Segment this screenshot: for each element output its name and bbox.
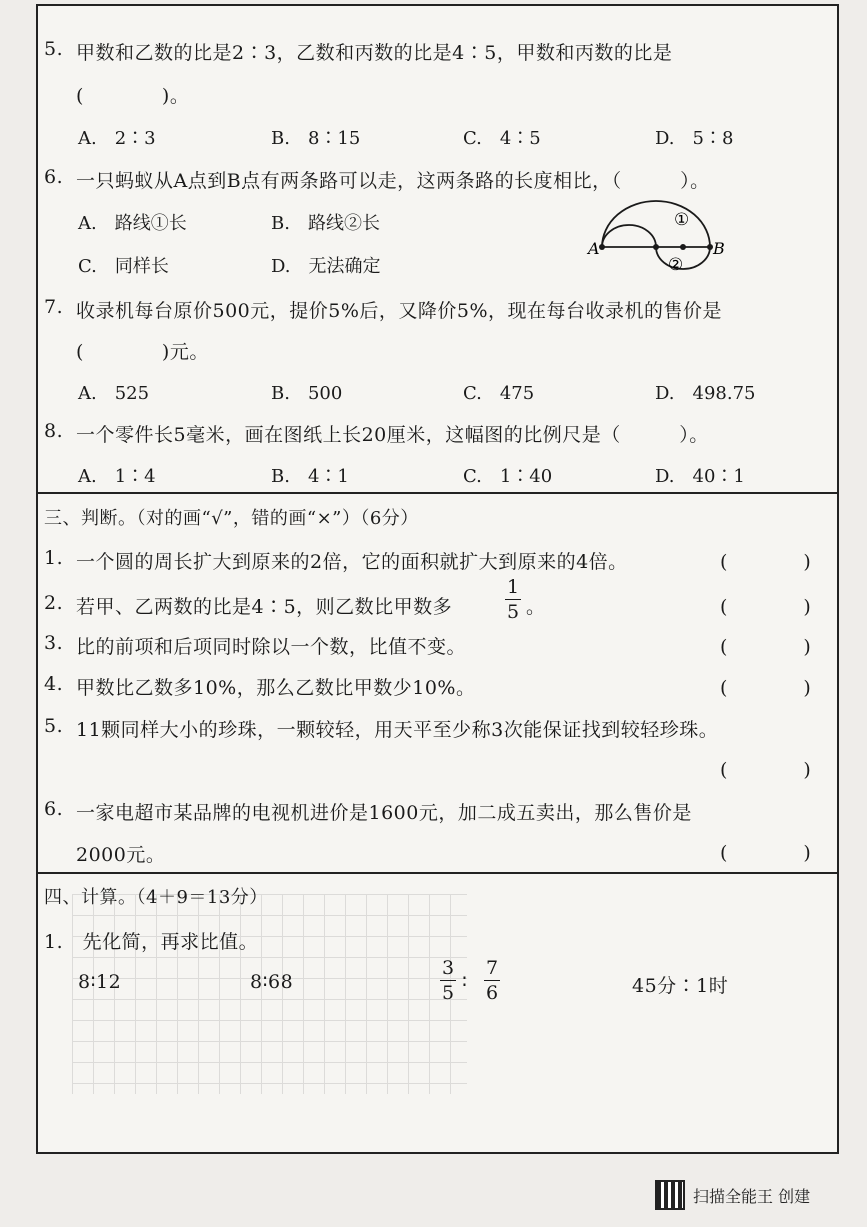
q7-option-d: D. 498.75: [655, 383, 756, 404]
q8-text: 一个零件长5毫米，画在图纸上长20厘米，这幅图的比例尺是（ ）。: [76, 424, 709, 446]
s3-item3-num: 3.: [44, 632, 64, 654]
s3-item6-answer[interactable]: ( ): [720, 842, 811, 864]
q8-option-b: B. 4∶1: [271, 466, 349, 487]
watermark-text: 扫描全能王 创建: [693, 1186, 811, 1206]
q7-blank: ( )元。: [76, 341, 209, 363]
expr-3-fraction-b: [484, 957, 500, 1004]
s3-item6-num: 6.: [44, 798, 64, 820]
q6-option-d: D. 无法确定: [271, 256, 381, 277]
section3-title: 三、判断。（对的画“√”，错的画“×”）（6分）: [44, 508, 419, 529]
point-a-dot: [599, 244, 605, 250]
q6-text: 一只蚂蚁从A点到B点有两条路可以走，这两条路的长度相比，（ ）。: [76, 170, 710, 192]
q6-option-a: A. 路线①长: [78, 213, 187, 234]
fraction-numerator: 3: [441, 957, 455, 979]
q8-option-d: D. 40∶1: [655, 466, 745, 487]
expr-4: 45分∶1时: [632, 975, 729, 997]
section4-title: 四、计算。（4＋9＝13分）: [44, 887, 268, 908]
ant-route-figure: [586, 192, 736, 272]
q8-option-a: A. 1∶4: [78, 466, 156, 487]
q7-option-a: A. 525: [78, 383, 150, 404]
s4-sub1: 1. 先化简，再求比值。: [44, 931, 259, 953]
s3-item2-tail: 。: [526, 596, 546, 618]
s3-item5-answer[interactable]: ( ): [720, 759, 811, 781]
fraction-bar: [440, 980, 456, 981]
route-1-label: ①: [674, 210, 690, 230]
q5-option-c: C. 4∶5: [463, 128, 541, 149]
qr-code-icon: [655, 1180, 685, 1210]
expr-3-colon: ∶: [462, 971, 468, 993]
q6-number: 6.: [44, 166, 64, 188]
s3-item2-num: 2.: [44, 592, 64, 614]
s3-item4-text: 甲数比乙数多10%，那么乙数比甲数少10%。: [76, 677, 476, 699]
fraction-denominator: 5: [506, 601, 520, 623]
scanner-watermark: [655, 1180, 810, 1210]
q8-option-c: C. 1∶40: [463, 466, 553, 487]
label-a: A: [588, 239, 600, 258]
route-2-label: ②: [668, 255, 684, 272]
section-divider: [38, 492, 837, 494]
q7-option-b: B. 500: [271, 383, 343, 404]
fraction-bar: [484, 980, 500, 981]
fraction-denominator: 6: [485, 982, 499, 1004]
s3-item5-num: 5.: [44, 715, 64, 737]
q8-number: 8.: [44, 420, 64, 442]
expr-1: 8∶12: [78, 971, 122, 993]
q6-option-b: B. 路线②长: [271, 213, 380, 234]
s3-item3-text: 比的前项和后项同时除以一个数，比值不变。: [76, 636, 467, 658]
quarter-point-dot: [680, 244, 686, 250]
faint-grid-background: [72, 894, 467, 1094]
s3-item6-text: 一家电超市某品牌的电视机进价是1600元，加二成五卖出，那么售价是: [76, 802, 692, 824]
q7-option-c: C. 475: [463, 383, 535, 404]
route-2-arc-1: [602, 225, 656, 247]
q6-option-c: C. 同样长: [78, 256, 169, 277]
section-divider: [38, 872, 837, 874]
s3-item1-text: 一个圆的周长扩大到原来的2倍，它的面积就扩大到原来的4倍。: [76, 551, 628, 573]
q5-option-b: B. 8∶15: [271, 128, 361, 149]
midpoint-dot: [653, 244, 659, 250]
expr-2: 8∶68: [250, 971, 294, 993]
s3-item5-text: 11颗同样大小的珍珠，一颗较轻，用天平至少称3次能保证找到较轻珍珠。: [76, 719, 719, 741]
q5-blank: ( )。: [76, 85, 190, 107]
q7-text: 收录机每台原价500元，提价5%后，又降价5%，现在每台收录机的售价是: [76, 300, 723, 322]
q5-text: 甲数和乙数的比是2∶3，乙数和丙数的比是4∶5，甲数和丙数的比是: [76, 42, 673, 64]
q5-option-d: D. 5∶8: [655, 128, 734, 149]
s3-item1-num: 1.: [44, 547, 64, 569]
route-1-arc: [602, 201, 710, 247]
fraction-numerator: 7: [485, 957, 499, 979]
s3-item2-fraction: [505, 576, 521, 623]
fraction-denominator: 5: [441, 982, 455, 1004]
q5-option-a: A. 2∶3: [78, 128, 156, 149]
s3-item1-answer[interactable]: ( ): [720, 551, 811, 573]
s3-item4-num: 4.: [44, 673, 64, 695]
q7-number: 7.: [44, 296, 64, 318]
fraction-bar: [505, 599, 521, 600]
s3-item3-answer[interactable]: ( ): [720, 636, 811, 658]
s3-item2-answer[interactable]: ( ): [720, 596, 811, 618]
s3-item6-text2: 2000元。: [76, 844, 166, 866]
expr-3-fraction-a: [440, 957, 456, 1004]
exam-paper: [36, 4, 839, 1154]
s3-item2-text: 若甲、乙两数的比是4∶5，则乙数比甲数多: [76, 596, 453, 618]
fraction-numerator: 1: [506, 576, 520, 598]
s3-item4-answer[interactable]: ( ): [720, 677, 811, 699]
label-b: B: [713, 239, 725, 258]
q5-number: 5.: [44, 38, 64, 60]
